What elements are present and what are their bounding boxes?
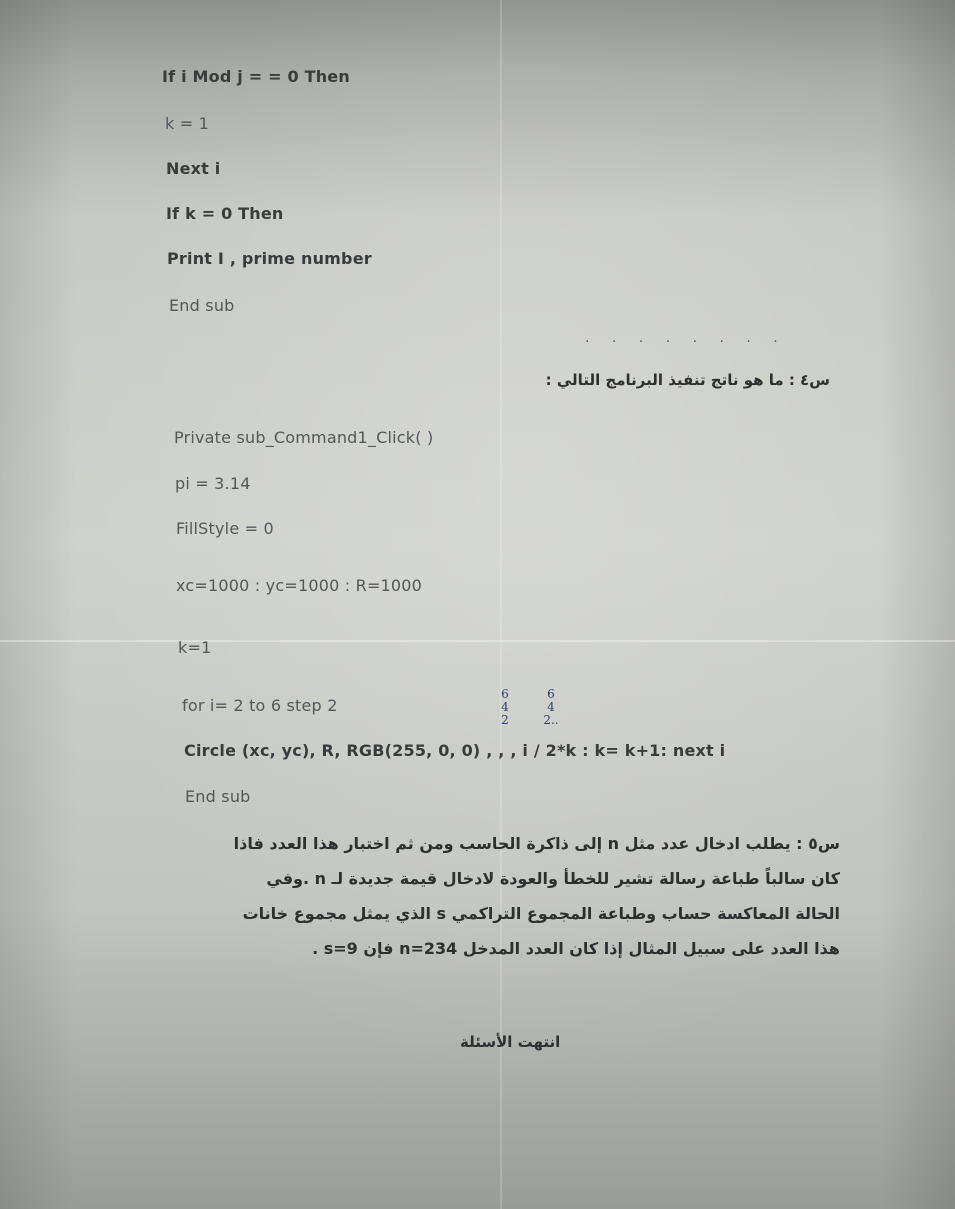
end-of-questions: انتهت الأسئلة <box>460 1033 561 1051</box>
code-line-for-loop: for i= 2 to 6 step 2 <box>182 696 338 715</box>
handwritten-value: 4 <box>501 700 509 714</box>
code-line-private-sub: Private sub_Command1_Click( ) <box>174 428 434 447</box>
handwritten-value: 6 <box>547 687 555 701</box>
code-line-fillstyle: FillStyle = 0 <box>176 519 274 538</box>
code-line-circle: Circle (xc, yc), R, RGB(255, 0, 0) , , , i / 2*k : k= k+1: next i <box>184 741 726 760</box>
handwritten-column-left <box>498 688 512 727</box>
handwritten-value: 2 <box>501 713 509 727</box>
code-line-if-k-zero: If k = 0 Then <box>166 204 284 223</box>
question-5-text <box>140 826 840 966</box>
code-line-end-sub-2: End sub <box>185 787 251 806</box>
code-line-pi: pi = 3.14 <box>175 474 251 493</box>
paper-fold-vertical <box>500 0 502 1209</box>
code-line-end-sub-1: End sub <box>169 296 235 315</box>
code-line-if-mod: If i Mod j = = 0 Then <box>162 67 350 86</box>
code-line-next-i: Next i <box>166 159 221 178</box>
question-4-title: س٤ : ما هو ناتج تنفيذ البرنامج التالي : <box>545 371 830 389</box>
handwritten-value: 2.. <box>543 713 559 727</box>
question-5-line: الحالة المعاكسة حساب وطباعة المجموع التراكمي s الذي يمثل مجموع خانات <box>242 904 840 923</box>
question-5-line: هذا العدد على سبيل المثال إذا كان العدد المدخل n=234 فإن s=9 . <box>312 939 840 958</box>
dotted-separator: . . . . . . . . <box>585 330 787 346</box>
code-line-k-init: k=1 <box>178 638 212 657</box>
handwritten-value: 4 <box>547 700 555 714</box>
code-line-xc-yc-r: xc=1000 : yc=1000 : R=1000 <box>176 576 423 595</box>
question-5-line: كان سالباً طباعة رسالة تشير للخطأ والعودة لادخال قيمة جديدة لـ n .وفي <box>266 869 840 888</box>
question-5-line: س٥ : يطلب ادخال عدد مثل n إلى ذاكرة الحاسب ومن ثم اختبار هذا العدد فاذا <box>233 834 840 853</box>
code-line-print-prime: Print I , prime number <box>167 249 372 268</box>
paper-fold-horizontal <box>0 640 955 642</box>
handwritten-value: 6 <box>501 687 509 701</box>
handwritten-column-right <box>540 688 562 727</box>
code-line-k-equals-1: k = 1 <box>165 114 210 133</box>
